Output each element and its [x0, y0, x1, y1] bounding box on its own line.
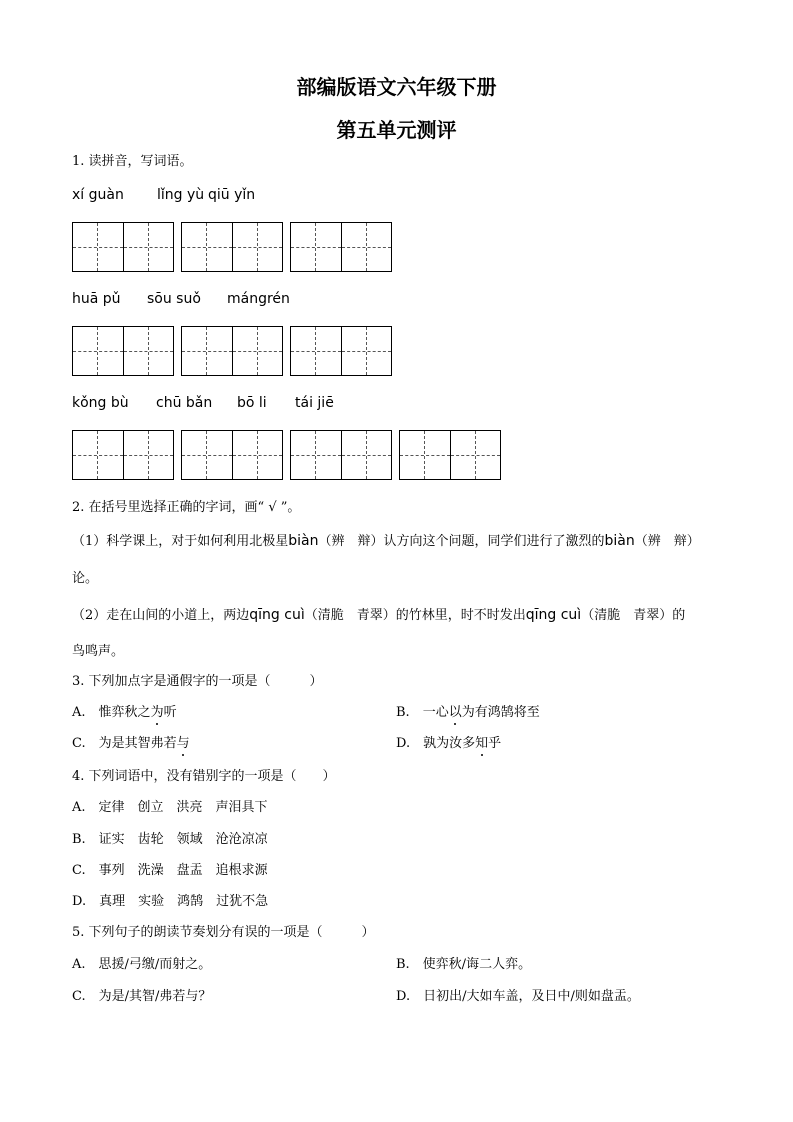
sentence-text: （2）走在山间的小道上，两边 [72, 608, 250, 623]
pinyin-label: sōu suǒ [147, 291, 201, 307]
pinyin-label: qiū yǐn [208, 187, 256, 203]
option-text: 孰为汝多 [423, 736, 476, 751]
writing-grid[interactable] [181, 326, 283, 376]
question-2-sentence-1-cont: 论。 [72, 571, 99, 586]
page-title: 部编版语文六年级下册 [296, 75, 497, 99]
option-b[interactable] [396, 701, 540, 720]
sentence-text: （清脆 青翠）的 [581, 608, 686, 623]
option-a[interactable] [72, 701, 177, 720]
option-a[interactable]: A. 思援/弓缴/而射之。 [72, 957, 212, 972]
writing-grid[interactable] [181, 222, 283, 272]
dotted-character: 与 [176, 736, 190, 751]
pinyin-hint: biàn [288, 533, 319, 549]
option-a[interactable]: A. 定律 创立 洪亮 声泪具下 [72, 800, 268, 815]
pinyin-label: chū bǎn [156, 395, 213, 411]
option-d[interactable]: D. 日初出/大如车盖，及日中/则如盘盂。 [396, 989, 640, 1004]
page-subtitle: 第五单元测评 [336, 118, 457, 142]
question-2-stem: 2. 在括号里选择正确的字词，画“ √ ”。 [72, 500, 301, 515]
writing-grid[interactable] [399, 430, 501, 480]
option-c[interactable] [72, 732, 190, 751]
pinyin-hint: qīng cuì [249, 607, 305, 623]
option-text: 听 [163, 705, 177, 720]
writing-grid[interactable] [72, 430, 174, 480]
sentence-text: （辨 辩）认方向这个问题，同学们进行了激烈的 [318, 534, 605, 549]
writing-grid[interactable] [290, 222, 392, 272]
question-2-sentence-1 [72, 530, 700, 549]
option-d[interactable] [396, 732, 501, 751]
option-label: D. [396, 736, 411, 751]
writing-grid[interactable] [72, 222, 174, 272]
writing-grid[interactable] [72, 326, 174, 376]
dotted-character: 为 [150, 705, 164, 720]
pinyin-hint: qīng cuì [525, 607, 582, 623]
option-text: 为是其智弗若 [98, 736, 177, 751]
option-label: B. [396, 705, 410, 720]
writing-grid[interactable] [290, 430, 392, 480]
writing-grid[interactable] [181, 430, 283, 480]
writing-grid[interactable] [290, 326, 392, 376]
option-c[interactable]: C. 为是/其智/弗若与？ [72, 989, 212, 1004]
option-b[interactable]: B. 证实 齿轮 领域 沧沧凉凉 [72, 832, 268, 847]
question-1-stem: 1. 读拼音，写词语。 [72, 154, 193, 169]
pinyin-label: xí guàn [72, 187, 124, 203]
pinyin-label: tái jiē [295, 395, 334, 411]
option-b[interactable]: B. 使弈秋/诲二人弈。 [396, 957, 532, 972]
dotted-character: 知 [475, 736, 489, 751]
option-label: A. [72, 705, 86, 720]
pinyin-label: bō li [237, 395, 267, 411]
option-text: 为有鸿鹄将至 [461, 705, 540, 720]
option-text: 乎 [488, 736, 502, 751]
pinyin-hint: biàn [604, 533, 635, 549]
pinyin-label: huā pǔ [72, 291, 121, 307]
question-5-stem: 5. 下列句子的朗读节奏划分有误的一项是（ ） [72, 925, 375, 940]
pinyin-row-2 [72, 291, 672, 311]
sentence-text: （辨 辩） [634, 534, 700, 549]
option-text: 惟弈秋之 [98, 705, 151, 720]
sentence-text: （1）科学课上，对于如何利用北极星 [72, 534, 289, 549]
pinyin-label: kǒng bù [72, 395, 129, 411]
pinyin-label: lǐng yù [157, 187, 205, 203]
pinyin-row-3 [72, 395, 672, 415]
sentence-text: （清脆 青翠）的竹林里，时不时发出 [304, 608, 526, 623]
option-d[interactable]: D. 真理 实验 鸿鹄 过犹不急 [72, 894, 269, 909]
pinyin-row-1 [72, 187, 672, 207]
pinyin-label: mángrén [227, 291, 290, 307]
question-3-stem: 3. 下列加点字是通假字的一项是（ ） [72, 674, 323, 689]
question-2-sentence-2 [72, 604, 685, 623]
option-text: 一心 [422, 705, 449, 720]
option-label: C. [72, 736, 86, 751]
question-4-stem: 4. 下列词语中，没有错别字的一项是（ ） [72, 769, 336, 784]
dotted-character: 以 [448, 705, 462, 720]
question-2-sentence-2-cont: 鸟鸣声。 [72, 644, 125, 659]
option-c[interactable]: C. 事列 洗澡 盘盂 追根求源 [72, 863, 268, 878]
